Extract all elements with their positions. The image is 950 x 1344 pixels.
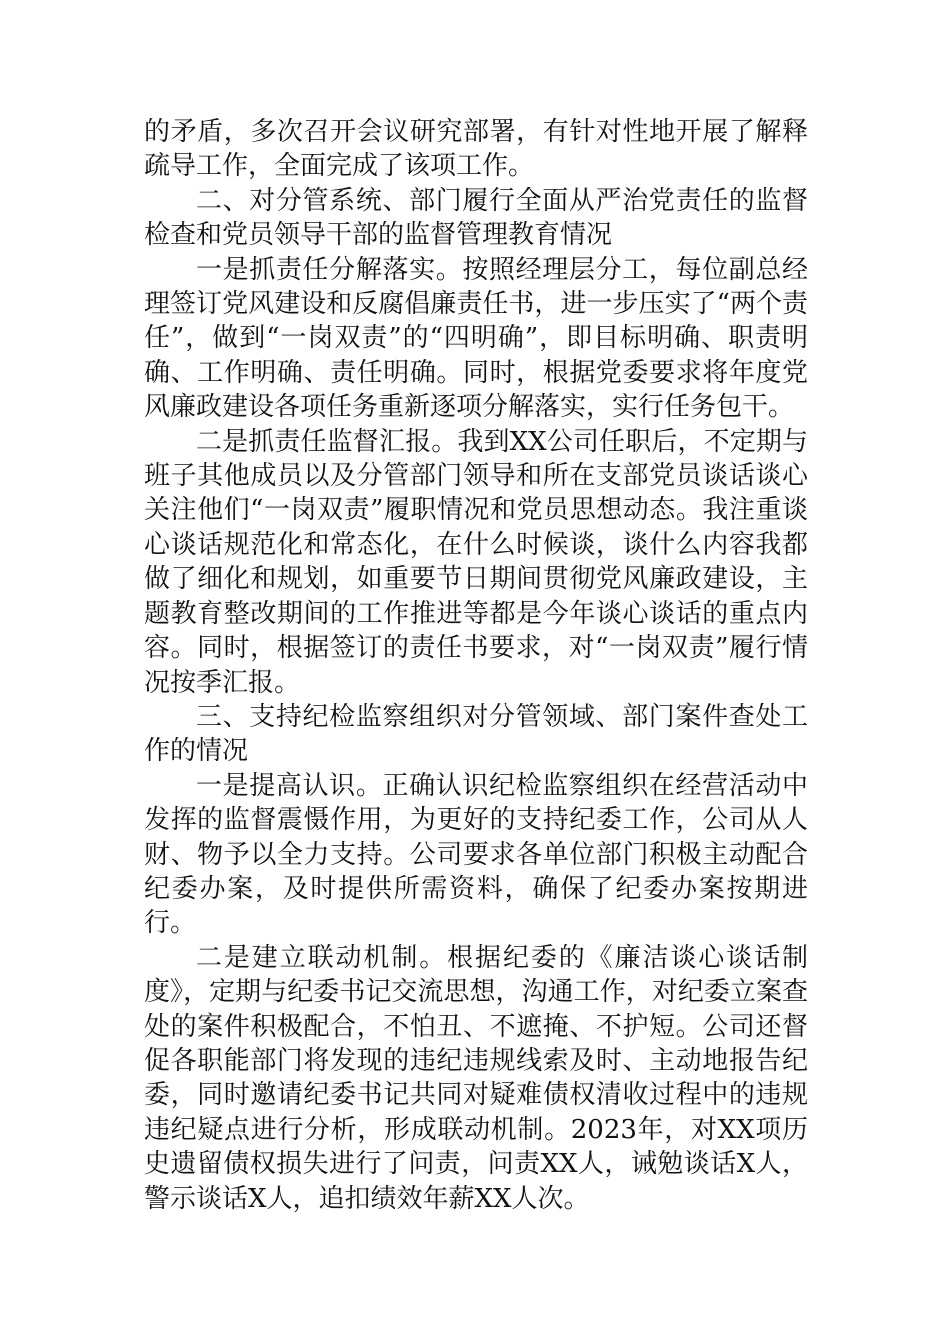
paragraph-raise-awareness: 一是提高认识。正确认识纪检监察组织在经营活动中发挥的监督震慑作用，为更好的支持纪委工作，公司从人财、物予以全力支持。公司要求各单位部门积极主动配合纪委办案，及时提供所需资料，确保了纪委办案按期进行。 bbox=[144, 770, 808, 939]
section-heading-2: 二、对分管系统、部门履行全面从严治党责任的监督检查和党员领导干部的监督管理教育情况 bbox=[144, 185, 808, 251]
section-heading-3: 三、支持纪检监察组织对分管领域、部门案件查处工作的情况 bbox=[144, 701, 808, 767]
paragraph-continuation: 的矛盾，多次召开会议研究部署，有针对性地开展了解释疏导工作，全面完成了该项工作。 bbox=[144, 117, 808, 182]
document-body bbox=[144, 115, 808, 1216]
paragraph-responsibility-breakdown: 一是抓责任分解落实。按照经理层分工，每位副总经理签订党风建设和反腐倡廉责任书，进一步压实了“两个责任”，做到“一岗双责”的“四明确”，即目标明确、职责明确、工作明确、责任明确。同时，根据党委要求将年度党风廉政建设各项任务重新逐项分解落实，实行任务包干。 bbox=[144, 254, 808, 423]
paragraph-responsibility-supervision: 二是抓责任监督汇报。我到XX公司任职后，不定期与班子其他成员以及分管部门领导和所在支部党员谈话谈心关注他们“一岗双责”履职情况和党员思想动态。我注重谈心谈话规范化和常态化，在什么时候谈，谈什么内容我都做了细化和规划，如重要节日期间贯彻党风廉政建设，主题教育整改期间的工作推进等都是今年谈心谈话的重点内容。同时，根据签订的责任书要求，对“一岗双责”履行情况按季汇报。 bbox=[144, 426, 808, 698]
paragraph-linkage-mechanism: 二是建立联动机制。根据纪委的《廉洁谈心谈话制度》，定期与纪委书记交流思想，沟通工作，对纪委立案查处的案件积极配合，不怕丑、不遮掩、不护短。公司还督促各职能部门将发现的违纪违规线索及时、主动地报告纪委，同时邀请纪委书记共同对疑难债权清收过程中的违规违纪疑点进行分析，形成联动机制。2023年，对XX项历史遗留债权损失进行了问责，问责XX人，诫勉谈话X人，警示谈话X人，追扣绩效年薪XX人次。 bbox=[144, 942, 808, 1214]
